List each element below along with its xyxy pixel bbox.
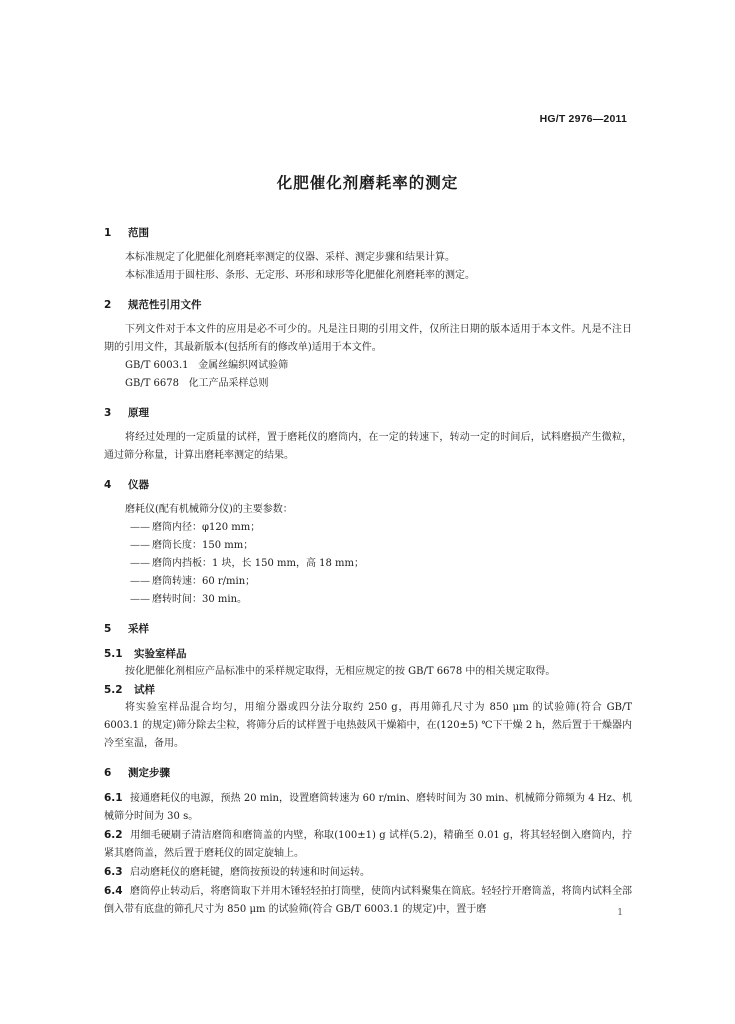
dash-marker: —— [130,576,150,587]
section-title: 规范性引用文件 [128,299,202,311]
section-number: 5 [104,623,112,635]
step-number: 6.1 [104,792,123,804]
step-number: 6.2 [104,829,123,841]
dash-marker: —— [130,540,150,551]
paragraph: 磨耗仪(配有机械筛分仪)的主要参数： [125,504,293,515]
parameter-text: 磨筒长度：150 mm； [152,540,254,551]
paragraph: 将实验室样品混合均匀，用缩分器或四分法分取约 250 g，再用筛孔尺寸为 850 μm 的试验筛(符合 GB/T 6003.1 的规定)筛分除去尘粒，将筛分后的试样置于电热鼓风干燥箱中，在(120±5) ℃下干燥 2 h，然后置于干燥器内冷至室温，备用。 [104,702,632,749]
paragraph: 将经过处理的一定质量的试样，置于磨耗仪的磨筒内，在一定的转速下，转动一定的时间后，试料磨损产生微粒，通过筛分称量，计算出磨耗率测定的结果。 [104,432,632,461]
section-number: 3 [104,407,112,419]
section-title: 测定步骤 [128,767,170,779]
paragraph: 下列文件对于本文件的应用是必不可少的。凡是注日期的引用文件，仅所注日期的版本适用于本文件。凡是不注日期的引用文件，其最新版本(包括所有的修改单)适用于本文件。 [104,324,632,353]
dash-marker: —— [130,594,150,605]
parameter-text: 磨筒内径：φ120 mm； [152,522,261,533]
procedure-step [104,826,632,863]
section-heading-sampling [104,620,632,638]
section-heading-procedure [104,764,632,782]
step-number: 6.3 [104,866,123,878]
subsection-number: 5.2 [104,684,123,696]
section-number: 4 [104,479,112,491]
standard-number: HG/T 2976—2011 [539,113,627,125]
reference-code: GB/T 6003.1 [125,360,189,371]
step-text: 用细毛硬刷子清洁磨筒和磨筒盖的内壁，称取(100±1) g 试样(5.2)，精确至 0.01 g，将其轻轻倒入磨筒内，拧紧其磨筒盖，然后置于磨耗仪的固定旋轴上。 [104,830,632,859]
paragraph: 本标准适用于圆柱形、条形、无定形、环形和球形等化肥催化剂磨耗率的测定。 [125,270,475,281]
section-number: 2 [104,299,112,311]
parameter-item [104,573,632,591]
section-heading-principle [104,404,632,422]
section-title: 范围 [128,227,149,239]
section-title: 仪器 [128,479,149,491]
parameter-item [104,555,632,573]
reference-name: 化工产品采样总则 [188,378,269,389]
section-heading-apparatus [104,476,632,494]
procedure-step [104,882,632,919]
parameter-item [104,591,632,609]
reference-item [104,375,632,393]
page-number: 1 [617,908,623,918]
section-heading-normative-references [104,296,632,314]
procedure-step [104,789,632,826]
parameter-text: 磨筒转速：60 r/min； [152,576,256,587]
section-number: 6 [104,767,112,779]
section-number: 1 [104,227,112,239]
parameter-text: 磨筒内挡板：1 块，长 150 mm，高 18 mm； [152,558,364,569]
document-body [104,224,632,919]
subsection-number: 5.1 [104,648,123,660]
step-text: 磨筒停止转动后，将磨筒取下并用木锤轻轻拍打筒壁，使筒内试料聚集在筒底。轻轻拧开磨筒盖，将筒内试料全部倒入带有底盘的筛孔尺寸为 850 μm 的试验筛(符合 GB/T 6003.1 的规定)中，置于磨 [104,886,632,915]
parameter-text: 磨转时间：30 min。 [152,594,248,605]
dash-marker: —— [130,558,150,569]
paragraph: 按化肥催化剂相应产品标准中的采样规定取得，无相应规定的按 GB/T 6678 中的相关规定取得。 [125,666,556,677]
reference-name: 金属丝编织网试验筛 [198,360,289,371]
dash-marker: —— [130,522,150,533]
reference-code: GB/T 6678 [125,378,180,389]
step-number: 6.4 [104,885,123,897]
section-title: 采样 [128,623,149,635]
paragraph: 本标准规定了化肥催化剂磨耗率测定的仪器、采样、测定步骤和结果计算。 [125,252,455,263]
reference-item [104,357,632,375]
subsection-heading-test-sample [104,681,632,699]
section-title: 原理 [128,407,149,419]
subsection-heading-lab-sample [104,645,632,663]
section-heading-scope [104,224,632,242]
subsection-title: 实验室样品 [134,648,187,660]
parameter-item [104,537,632,555]
step-text: 接通磨耗仪的电源，预热 20 min，设置磨筒转速为 60 r/min、磨转时间为 30 min、机械筛分筛频为 4 Hz、机械筛分时间为 30 s。 [104,793,632,822]
document-title: 化肥催化剂磨耗率的测定 [276,174,459,192]
parameter-item [104,519,632,537]
procedure-step [104,863,632,882]
step-text: 启动磨耗仪的磨耗键，磨筒按预设的转速和时间运转。 [130,867,370,878]
subsection-title: 试样 [134,684,155,696]
